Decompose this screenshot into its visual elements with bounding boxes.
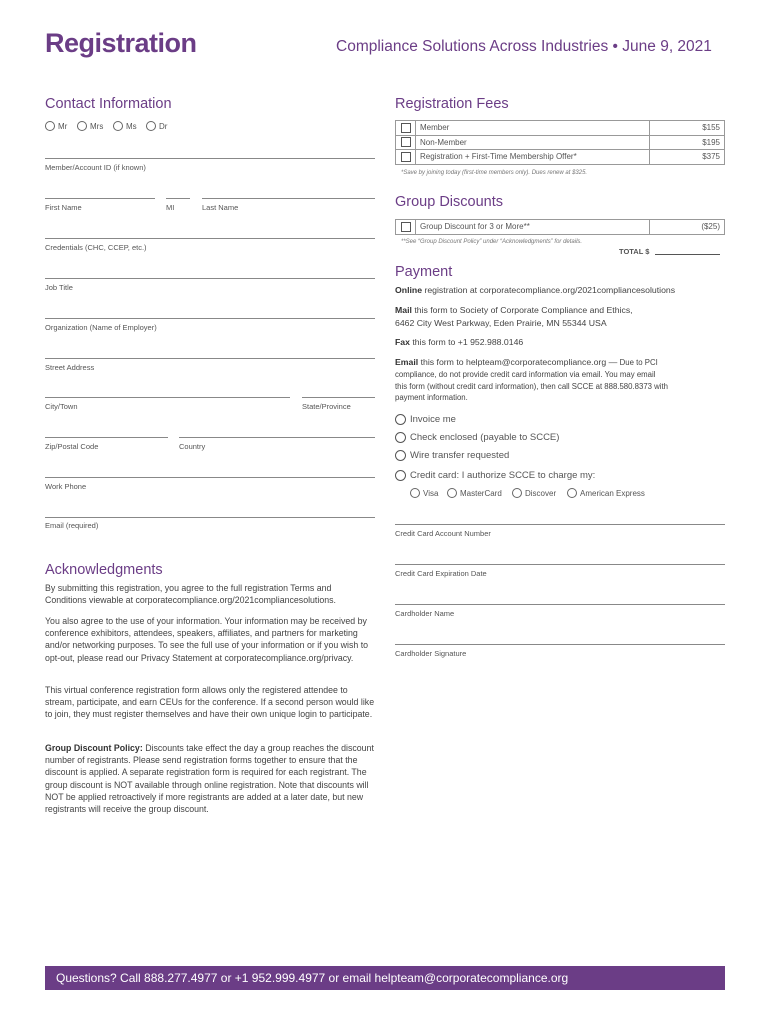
radio-icon[interactable]	[113, 121, 123, 131]
card-mastercard[interactable]: MasterCard	[447, 488, 502, 498]
job-title-field[interactable]	[45, 278, 375, 279]
state-label: State/Province	[302, 402, 351, 411]
footer-banner: Questions? Call 888.277.4977 or +1 952.999.4977 or email helpteam@corporatecompliance.org	[45, 966, 725, 990]
fee-row[interactable]	[396, 150, 725, 165]
zip-field[interactable]	[45, 437, 168, 438]
group-label: Group Discount for 3 or More**	[416, 220, 650, 235]
total-label: TOTAL $	[619, 247, 650, 256]
contact-heading: Contact Information	[45, 96, 172, 112]
radio-icon[interactable]	[567, 488, 577, 498]
payment-online: Online registration at corporatecompliance.org/2021compliancesolutions	[395, 285, 676, 295]
credentials-label: Credentials (CHC, CCEP, etc.)	[45, 243, 147, 252]
ack-paragraph-privacy: You also agree to the use of your information. Your information may be received by conference exhibitors, attendees, speakers, affiliates, and partners for marketing and/or networking purposes. To see the full use of your information or if you wish to opt-out, please read our Privacy Statement at corporatecompliance.org/privacy.	[45, 616, 369, 663]
cardholder-name-label: Cardholder Name	[395, 609, 455, 618]
first-name-field[interactable]	[45, 198, 155, 199]
checkbox-icon[interactable]	[401, 123, 411, 133]
organization-field[interactable]	[45, 318, 375, 319]
fee-amount: $195	[650, 135, 725, 150]
group-note: **See “Group Discount Policy” under “Acknowledgments” for details.	[401, 239, 583, 245]
cardholder-signature-label: Cardholder Signature	[395, 649, 467, 658]
radio-icon[interactable]	[395, 432, 406, 443]
member-id-field[interactable]	[45, 158, 375, 159]
city-field[interactable]	[45, 397, 290, 398]
last-name-label: Last Name	[202, 203, 239, 212]
page-subtitle: Compliance Solutions Across Industries • June 9, 2021	[336, 38, 712, 55]
card-expiration-field[interactable]	[395, 564, 725, 565]
credentials-field[interactable]	[45, 238, 375, 239]
radio-icon[interactable]	[395, 470, 406, 481]
card-discover[interactable]: Discover	[512, 488, 556, 498]
honorific-dr[interactable]: Dr	[146, 121, 167, 131]
ack-paragraph-virtual: This virtual conference registration form allows only the registered attendee to stream, participate, and earn CEUs for the conference. If a second person would like to join, they must register themselves and have their own unique login to participate.	[45, 685, 375, 720]
option-check[interactable]: Check enclosed (payable to SCCE)	[395, 432, 559, 443]
card-amex[interactable]: American Express	[567, 488, 645, 498]
radio-icon[interactable]	[395, 450, 406, 461]
page-title: Registration	[45, 28, 197, 58]
checkbox-icon[interactable]	[401, 222, 411, 232]
fee-row[interactable]	[396, 135, 725, 150]
member-id-label: Member/Account ID (if known)	[45, 163, 146, 172]
card-number-field[interactable]	[395, 524, 725, 525]
fee-label: Member	[416, 121, 650, 136]
group-table	[395, 219, 725, 235]
first-name-label: First Name	[45, 203, 82, 212]
street-field[interactable]	[45, 358, 375, 359]
job-title-label: Job Title	[45, 283, 73, 292]
phone-field[interactable]	[45, 477, 375, 478]
card-expiration-label: Credit Card Expiration Date	[395, 569, 487, 578]
fee-amount: $155	[650, 121, 725, 136]
honorific-mrs[interactable]: Mrs	[77, 121, 103, 131]
last-name-field[interactable]	[202, 198, 375, 199]
fee-label: Registration + First-Time Membership Offer*	[416, 150, 650, 165]
payment-heading: Payment	[395, 264, 453, 280]
zip-label: Zip/Postal Code	[45, 442, 99, 451]
total-field[interactable]	[655, 254, 720, 255]
acknowledgments-heading: Acknowledgments	[45, 562, 163, 578]
radio-icon[interactable]	[45, 121, 55, 131]
state-field[interactable]	[302, 397, 375, 398]
country-label: Country	[179, 442, 206, 451]
payment-email-note-3: this form (without credit card information), then call SCCE at 888.580.8373 with	[395, 381, 669, 391]
mi-field[interactable]	[166, 198, 190, 199]
radio-icon[interactable]	[77, 121, 87, 131]
checkbox-icon[interactable]	[401, 137, 411, 147]
card-visa[interactable]: Visa	[410, 488, 438, 498]
fees-heading: Registration Fees	[395, 96, 509, 112]
street-label: Street Address	[45, 363, 95, 372]
option-wire[interactable]: Wire transfer requested	[395, 450, 509, 461]
payment-fax: Fax this form to +1 952.988.0146	[395, 337, 524, 347]
honorific-ms[interactable]: Ms	[113, 121, 137, 131]
group-heading: Group Discounts	[395, 194, 503, 210]
radio-icon[interactable]	[447, 488, 457, 498]
phone-label: Work Phone	[45, 482, 87, 491]
honorific-mr[interactable]: Mr	[45, 121, 67, 131]
fee-row[interactable]	[396, 121, 725, 136]
radio-icon[interactable]	[410, 488, 420, 498]
email-field[interactable]	[45, 517, 375, 518]
cardholder-name-field[interactable]	[395, 604, 725, 605]
fee-label: Non-Member	[416, 135, 650, 150]
group-amount: ($25)	[650, 220, 725, 235]
payment-mail-address: 6462 City West Parkway, Eden Prairie, MN 55344 USA	[395, 318, 607, 328]
city-label: City/Town	[45, 402, 78, 411]
email-label: Email (required)	[45, 521, 99, 530]
country-field[interactable]	[179, 437, 375, 438]
payment-email-note-2: compliance, do not provide credit card information via email. You may email	[395, 370, 656, 379]
option-invoice[interactable]: Invoice me	[395, 414, 456, 425]
mi-label: MI	[166, 203, 175, 212]
fee-amount: $375	[650, 150, 725, 165]
fees-note: *Save by joining today (first-time members only). Dues renew at $325.	[401, 170, 588, 176]
cardholder-signature-field[interactable]	[395, 644, 725, 645]
radio-icon[interactable]	[512, 488, 522, 498]
radio-icon[interactable]	[395, 414, 406, 425]
ack-paragraph-terms: By submitting this registration, you agree to the full registration Terms and Conditions viewable at corporatecompliance.org/2021compliancesolutions.	[45, 583, 336, 606]
payment-mail: Mail this form to Society of Corporate Compliance and Ethics,	[395, 305, 633, 315]
radio-icon[interactable]	[146, 121, 156, 131]
group-row[interactable]	[396, 220, 725, 235]
checkbox-icon[interactable]	[401, 152, 411, 162]
option-credit-card[interactable]: Credit card: I authorize SCCE to charge my:	[395, 470, 595, 481]
payment-email-note-4: payment information.	[395, 393, 468, 402]
organization-label: Organization (Name of Employer)	[45, 323, 157, 332]
fees-table	[395, 120, 725, 165]
ack-paragraph-group-policy: Group Discount Policy: Discounts take effect the day a group reaches the discount number of registrants. Please send registration forms together to ensure that the discount is applied. A separate registration form is required for each registrant. The group discount is NOT available through online registration. Note that discounts will NOT be applied retroactively if more registrants are added at a later date, but new registrants will receive the group discount.	[45, 743, 374, 815]
card-number-label: Credit Card Account Number	[395, 529, 491, 538]
payment-email: Email this form to helpteam@corporatecompliance.org — Due to PCI	[395, 357, 658, 367]
